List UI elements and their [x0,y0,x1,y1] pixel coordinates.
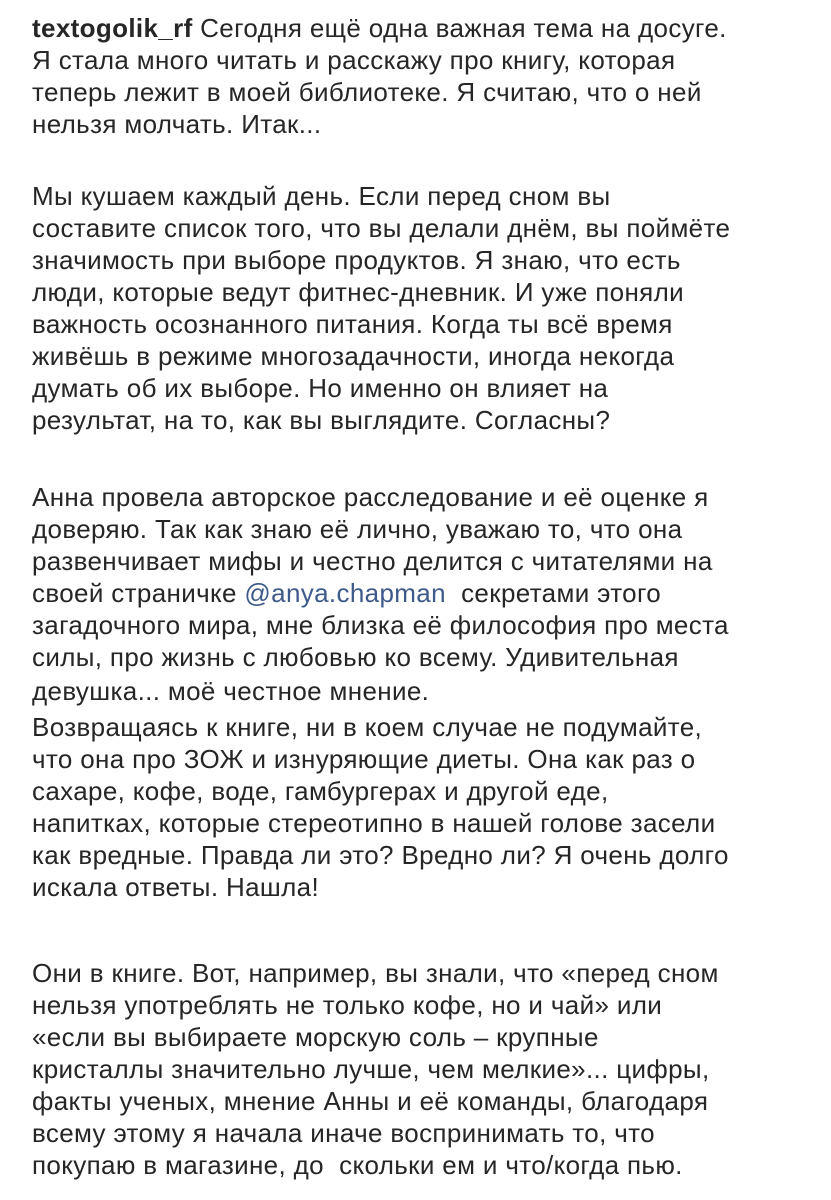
caption-line: теперь лежит в моей библиотеке. Я считаю, что о ней [32,77,702,107]
caption-line: искала ответы. Нашла! [32,872,320,902]
caption-line: живёшь в режиме многозадачности, иногда некогда [32,341,675,371]
caption-text: секретами этого [445,578,662,608]
caption-line: что она про ЗОЖ и изнуряющие диеты. Она как раз о [32,744,696,774]
caption-line: нельзя молчать. Итак... [32,109,322,139]
caption-line: Возвращаясь к книге, ни в коем случае не подумайте, [32,712,703,742]
caption-line: развенчивает мифы и честно делится с читателями на [32,546,713,576]
caption-line: «если вы выбираете морскую соль – крупные [32,1022,599,1052]
caption-text: Сегодня ещё одна важная тема на досуге. [192,13,727,43]
caption-line: Мы кушаем каждый день. Если перед сном вы [32,181,611,211]
caption-line: важность осознанного питания. Когда ты всё время [32,309,673,339]
caption-line: думать об их выборе. Но именно он влияет на [32,373,609,403]
caption-line: факты ученых, мнение Анны и её команды, благодаря [32,1086,709,1116]
caption-line: силы, про жизнь с любовью ко всему. Удивительная [32,642,679,672]
caption-line: напитках, которые стереотипно в нашей голове засели [32,808,716,838]
caption-line: значимость при выборе продуктов. Я знаю, что есть [32,245,681,275]
caption-line: Анна провела авторское расследование и её оценке я [32,482,709,512]
caption-line: Они в книге. Вот, например, вы знали, что «перед сном [32,958,719,988]
caption-line: покупаю в магазине, до скольки ем и что/когда пью. [32,1150,683,1180]
caption-line: всему этому я начала иначе воспринимать то, что [32,1118,655,1148]
caption-line: доверяю. Так как знаю её лично, уважаю то, что она [32,514,683,544]
caption-line: люди, которые ведут фитнес-дневник. И уже поняли [32,277,684,307]
caption-line: нельзя употреблять не только кофе, но и чай» или [32,990,663,1020]
caption-line [32,12,727,44]
username-link[interactable]: textogolik_rf [32,13,193,43]
caption-line: результат, на то, как вы выглядите. Согласны? [32,405,611,435]
caption-text: своей страничке [32,578,245,608]
caption-line: Я стала много читать и расскажу про книгу, которая [32,45,676,75]
caption-line: как вредные. Правда ли это? Вредно ли? Я очень долго [32,840,729,870]
caption-line: девушка... моё честное мнение. [32,676,430,706]
caption-line: составите список того, что вы делали днём, вы поймёте [32,213,731,243]
caption-line: загадочного мира, мне близка её философия про места [32,610,729,640]
caption-line [32,577,661,609]
caption-line: кристаллы значительно лучше, чем мелкие»... цифры, [32,1054,710,1084]
caption-line: сахаре, кофе, воде, гамбургерах и другой еде, [32,776,609,806]
mention-link[interactable]: @anya.chapman [244,578,446,608]
